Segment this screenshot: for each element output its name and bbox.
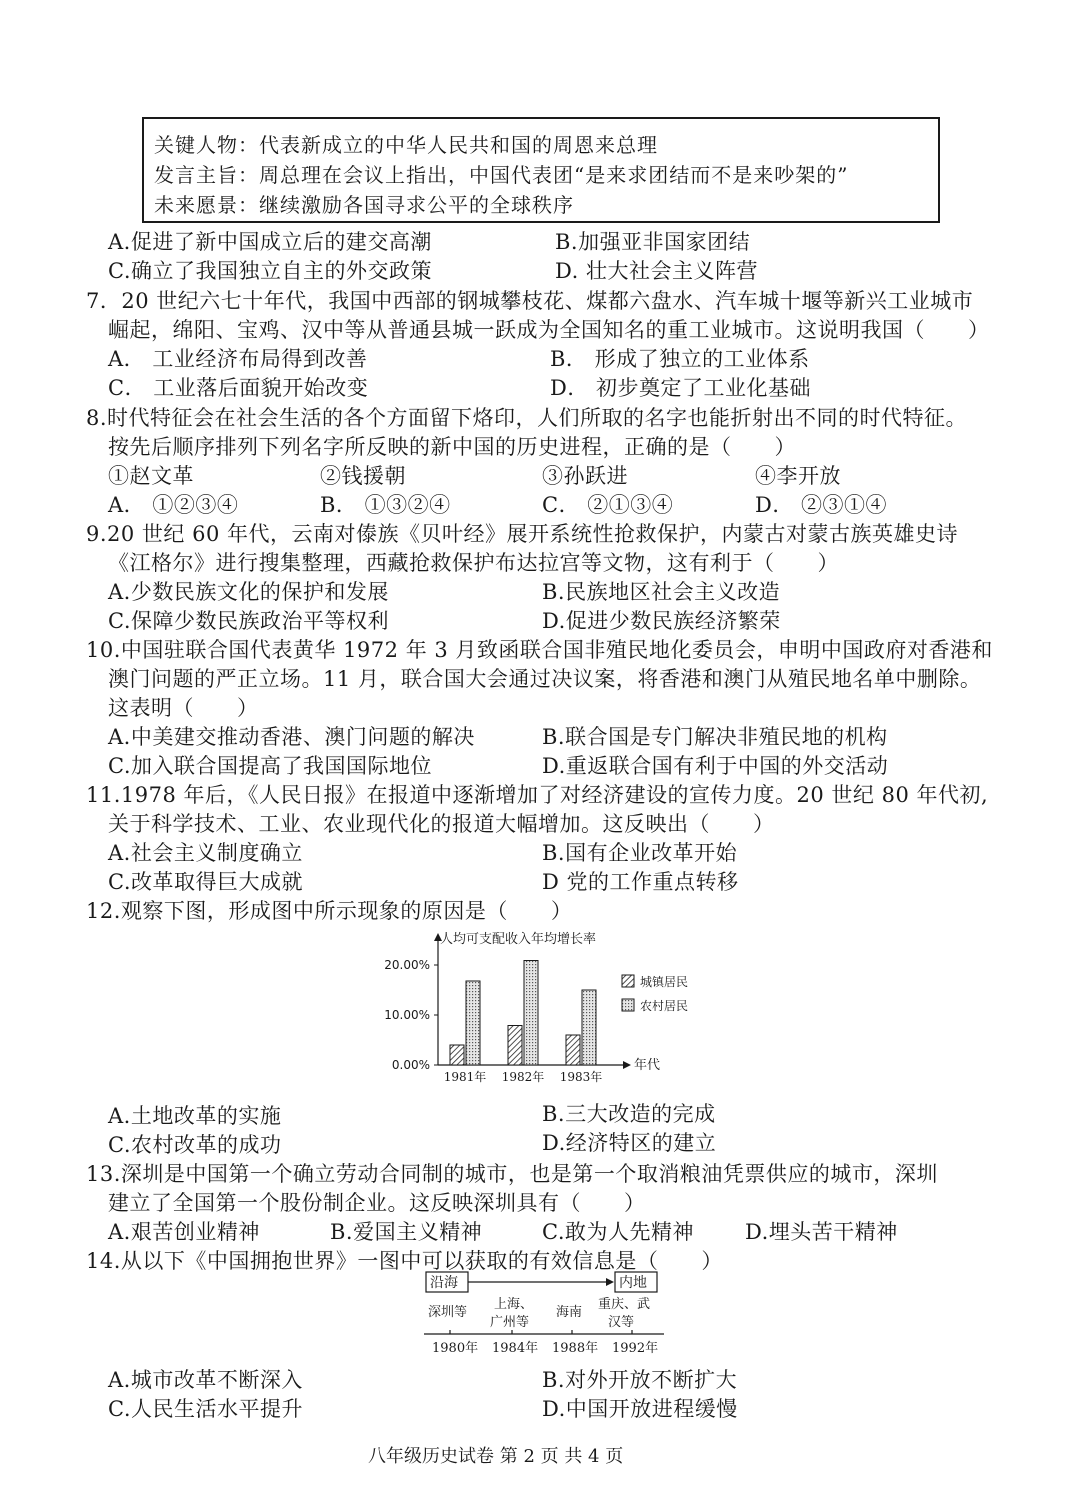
q8-name-1: ①赵文革 (108, 464, 194, 488)
q11-option-a: A.社会主义制度确立 (108, 841, 303, 865)
box-line-key-person: 关键人物：代表新成立的中华人民共和国的周恩来总理 (154, 133, 658, 157)
chart-y-tick-label: 0.00% (391, 1058, 430, 1072)
chart-x-tick-label: 1982年 (501, 1070, 545, 1084)
legend-swatch-rural (622, 999, 634, 1011)
bar-rural-1981年 (466, 981, 480, 1065)
q6-option-c: C.确立了我国独立自主的外交政策 (108, 259, 432, 283)
q7-option-c: C． 工业落后面貌开始改变 (108, 376, 369, 400)
diagram-year-1988: 1988年 (552, 1341, 599, 1356)
q12-option-c: C.农村改革的成功 (108, 1133, 282, 1157)
open-process-diagram (420, 1270, 670, 1358)
q9-option-c: C.保障少数民族政治平等权利 (108, 609, 389, 633)
q7-option-d: D． 初步奠定了工业化基础 (550, 376, 812, 400)
q10-option-b: B.联合国是专门解决非殖民地的机构 (542, 725, 888, 749)
diagram-year-1984: 1984年 (492, 1341, 539, 1356)
diagram-place-chongqing-l2: 汉等 (608, 1315, 635, 1330)
bar-rural-1983年 (582, 990, 596, 1065)
q10-stem-1: 10.中国驻联合国代表黄华 1972 年 3 月致函联合国非殖民地化委员会，申明中国政府对香港和 (86, 638, 993, 662)
chart-x-axis-label: 年代 (634, 1058, 661, 1073)
q9-option-a: A.少数民族文化的保护和发展 (108, 580, 389, 604)
bar-urban-1983年 (566, 1035, 580, 1065)
income-growth-chart (370, 925, 720, 1095)
q10-option-d: D.重返联合国有利于中国的外交活动 (542, 754, 889, 778)
chart-y-tick-label: 20.00% (384, 958, 430, 972)
diagram-place-hainan: 海南 (556, 1305, 583, 1320)
diagram-from-label: 沿海 (430, 1275, 458, 1291)
diagram-arrowhead (606, 1278, 614, 1286)
box-line-vision: 未来愿景：继续激励各国寻求公平的全球秩序 (154, 193, 574, 217)
q10-stem-2: 澳门问题的严正立场。11 月，联合国大会通过决议案，将香港和澳门从殖民地名单中删除。 (108, 667, 982, 691)
diagram-to-label: 内地 (619, 1275, 647, 1291)
q14-stem: 14.从以下《中国拥抱世界》一图中可以获取的有效信息是（ ） (86, 1249, 723, 1273)
bar-urban-1981年 (450, 1045, 464, 1065)
q11-stem-2: 关于科学技术、工业、农业现代化的报道大幅增加。这反映出（ ） (108, 812, 775, 836)
diagram-place-shanghai-l1: 上海、 (494, 1297, 534, 1312)
page-footer: 八年级历史试卷 第 2 页 共 4 页 (368, 1446, 624, 1467)
q13-stem-1: 13.深圳是中国第一个确立劳动合同制的城市，也是第一个取消粮油凭票供应的城市，深圳 (86, 1162, 938, 1186)
q14-option-d: D.中国开放进程缓慢 (542, 1397, 738, 1421)
chart-x-tick-label: 1983年 (559, 1070, 603, 1084)
q12-option-b: B.三大改造的完成 (542, 1102, 716, 1126)
q12-option-a: A.土地改革的实施 (108, 1104, 282, 1128)
q8-option-a: A． ①②③④ (108, 493, 239, 517)
diagram-year-1980: 1980年 (432, 1341, 479, 1356)
q13-option-c: C.敢为人先精神 (542, 1220, 694, 1244)
diagram-year-1992: 1992年 (612, 1341, 659, 1356)
q8-name-2: ②钱援朝 (320, 464, 406, 488)
q11-option-d: D 党的工作重点转移 (542, 870, 739, 894)
chart-y-ticks (384, 958, 438, 1072)
q12-option-d: D.经济特区的建立 (542, 1131, 717, 1155)
intro-box (142, 117, 940, 223)
legend-swatch-urban (622, 975, 634, 987)
q14-option-a: A.城市改革不断深入 (108, 1368, 303, 1392)
q8-stem-2: 按先后顺序排列下列名字所反映的新中国的历史进程，正确的是（ ） (108, 435, 796, 459)
q7-option-a: A． 工业经济布局得到改善 (108, 347, 368, 371)
q6-option-a: A.促进了新中国成立后的建交高潮 (108, 230, 432, 254)
q8-option-c: C． ②①③④ (542, 493, 674, 517)
q12-stem: 12.观察下图，形成图中所示现象的原因是（ ） (86, 899, 573, 923)
q9-option-d: D.促进少数民族经济繁荣 (542, 609, 781, 633)
q8-name-3: ③孙跃进 (542, 464, 628, 488)
chart-x-tick-label: 1981年 (443, 1070, 487, 1084)
q14-option-c: C.人民生活水平提升 (108, 1397, 303, 1421)
q6-option-b: B.加强亚非国家团结 (555, 230, 751, 254)
q7-option-b: B． 形成了独立的工业体系 (550, 347, 810, 371)
q13-stem-2: 建立了全国第一个股份制企业。这反映深圳具有（ ） (108, 1191, 646, 1215)
q7-stem-2: 崛起，绵阳、宝鸡、汉中等从普通县城一跃成为全国知名的重工业城市。这说明我国（ ） (108, 318, 990, 342)
q14-option-b: B.对外开放不断扩大 (542, 1368, 738, 1392)
q13-option-a: A.艰苦创业精神 (108, 1220, 260, 1244)
chart-bars (450, 961, 596, 1066)
q8-name-4: ④李开放 (755, 464, 841, 488)
box-line-speech: 发言主旨：周总理在会议上指出，中国代表团“是来求团结而不是来吵架的” (154, 163, 849, 187)
legend-label-rural: 农村居民 (640, 999, 689, 1013)
diagram-place-chongqing-l1: 重庆、武 (598, 1297, 651, 1312)
q9-option-b: B.民族地区社会主义改造 (542, 580, 781, 604)
q10-option-c: C.加入联合国提高了我国国际地位 (108, 754, 432, 778)
bar-rural-1982年 (524, 961, 538, 1066)
q9-stem-2: 《江格尔》进行搜集整理，西藏抢救保护布达拉宫等文物，这有利于（ ） (108, 551, 839, 575)
q8-option-d: D． ②③①④ (755, 493, 888, 517)
q13-option-b: B.爱国主义精神 (330, 1220, 483, 1244)
q11-option-c: C.改革取得巨大成就 (108, 870, 303, 894)
diagram-place-shenzhen: 深圳等 (428, 1305, 468, 1320)
q8-stem-1: 8.时代特征会在社会生活的各个方面留下烙印，人们所取的名字也能折射出不同的时代特征。 (86, 406, 968, 430)
chart-title: 人均可支配收入年均增长率 (440, 932, 597, 947)
q8-option-b: B． ①③②④ (320, 493, 451, 517)
chart-x-arrow (623, 1061, 631, 1069)
q11-stem-1: 11.1978 年后，《人民日报》在报道中逐渐增加了对经济建设的宣传力度。20 世纪 80 年代初, (86, 783, 989, 807)
chart-x-labels (444, 1069, 603, 1084)
chart-legend (622, 974, 688, 1013)
q10-option-a: A.中美建交推动香港、澳门问题的解决 (108, 725, 475, 749)
q6-option-d: D. 壮大社会主义阵营 (555, 259, 758, 283)
q9-stem-1: 9.20 世纪 60 年代，云南对傣族《贝叶经》展开系统性抢救保护，内蒙古对蒙古族英雄史诗 (86, 522, 959, 546)
bar-urban-1982年 (508, 1026, 522, 1066)
q11-option-b: B.国有企业改革开始 (542, 841, 738, 865)
q13-option-d: D.埋头苦干精神 (745, 1220, 898, 1244)
diagram-place-shanghai-l2: 广州等 (490, 1315, 530, 1330)
q7-stem-1: 7．20 世纪六七十年代，我国中西部的钢城攀枝花、煤都六盘水、汽车城十堰等新兴工业城市 (86, 289, 974, 313)
chart-y-tick-label: 10.00% (384, 1008, 430, 1022)
legend-label-urban: 城镇居民 (640, 975, 689, 989)
q10-stem-3: 这表明（ ） (108, 696, 259, 720)
